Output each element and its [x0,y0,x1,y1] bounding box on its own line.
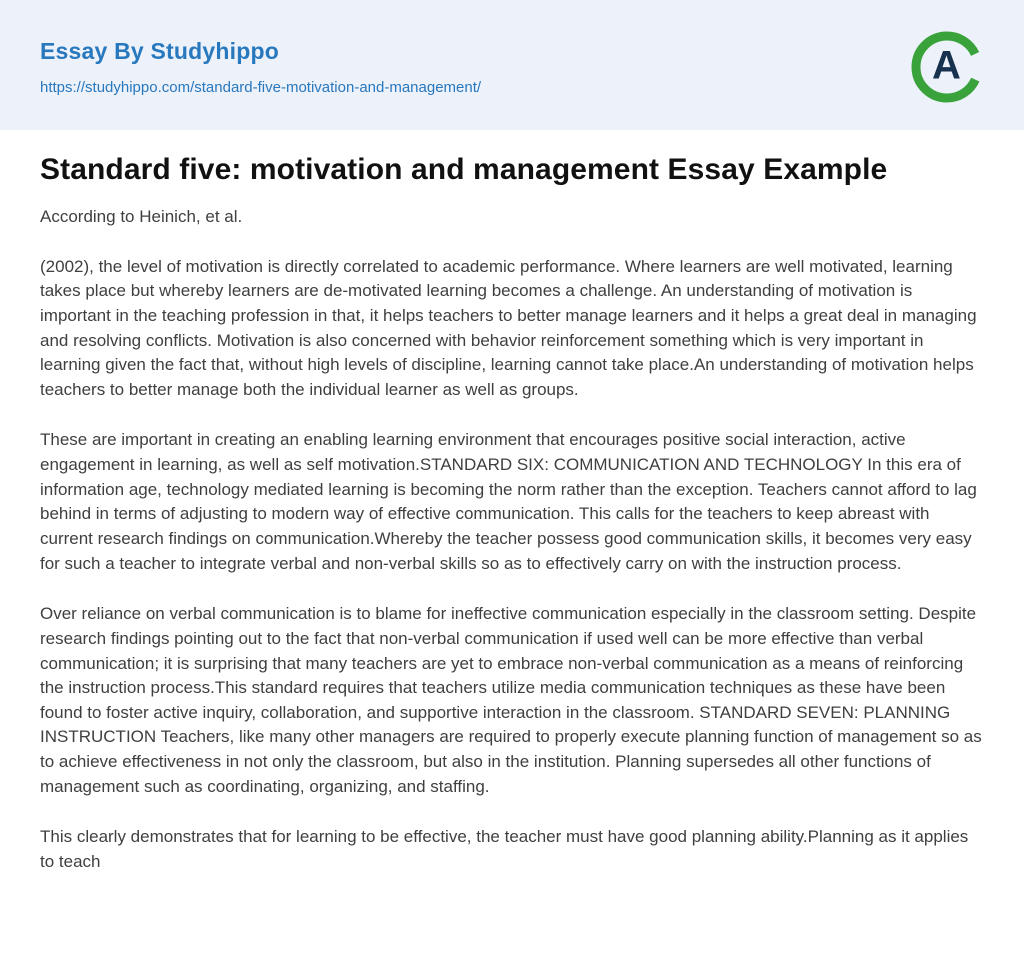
studyhippo-logo[interactable] [910,30,984,104]
essay-paragraph: (2002), the level of motivation is directly correlated to academic performance. Where learners are well motivated, learning takes place but whereby learners are de-motivated learning becomes a challenge. An understanding of motivation is important in the teaching profession in that, it helps teachers to better manage learners and it helps a great deal in managing and resolving conflicts. Motivation is also concerned with behavior reinforcement something which is very important in learning given the fact that, without high levels of discipline, learning cannot take place.An understanding of motivation helps teachers to better manage both the individual learner as well as groups. [40,256,977,399]
source-url-link[interactable]: https://studyhippo.com/standard-five-motivation-and-management/ [40,79,482,96]
essay-paragraph: Over reliance on verbal communication is to blame for ineffective communication especially in the classroom setting. Despite research findings pointing out to the fact that non-verbal communication if used well can be more effective than verbal communication; it is surprising that many teachers are yet to embrace non-verbal communication as a means of reinforcing the instruction process.This standard requires that teachers utilize media communication techniques as these have been found to foster active inquiry, collaboration, and supportive interaction in the classroom. STANDARD SEVEN: PLANNING INSTRUCTION Teachers, like many other managers are required to properly execute planning function of management so as to achieve effectiveness in not only the classroom, but also in the institution. Planning supersedes all other functions of management such as coordinating, organizing, and staffing. [40,604,982,796]
logo-letter: A [931,43,961,88]
page-header [0,0,1024,130]
header-text-block [40,30,481,97]
essay-paragraph: This clearly demonstrates that for learning to be effective, the teacher must have good planning ability.Planning as it applies to teach [40,827,969,872]
essay-byline: According to Heinich, et al. [40,206,243,226]
essay-paragraph: These are important in creating an enabling learning environment that encourages positive social interaction, active engagement in learning, as well as self motivation.STANDARD SIX: COMMUNICATION AND TECHNOLOGY In this era of information age, technology mediated learning is becoming the norm rather than the exception. Teachers cannot afford to lag behind in terms of adjusting to modern way of effective communication. This calls for the teachers to keep abreast with current research findings on communication.Whereby the teacher possess good communication skills, it becomes very easy for such a teacher to integrate verbal and non-verbal skills so as to effectively carry on with the instruction process. [40,430,977,573]
essay-body [40,255,984,875]
essay-title: Standard five: motivation and management Essay Example [40,153,888,186]
essay-content [0,130,1024,941]
brand-title: Essay By Studyhippo [40,38,279,64]
